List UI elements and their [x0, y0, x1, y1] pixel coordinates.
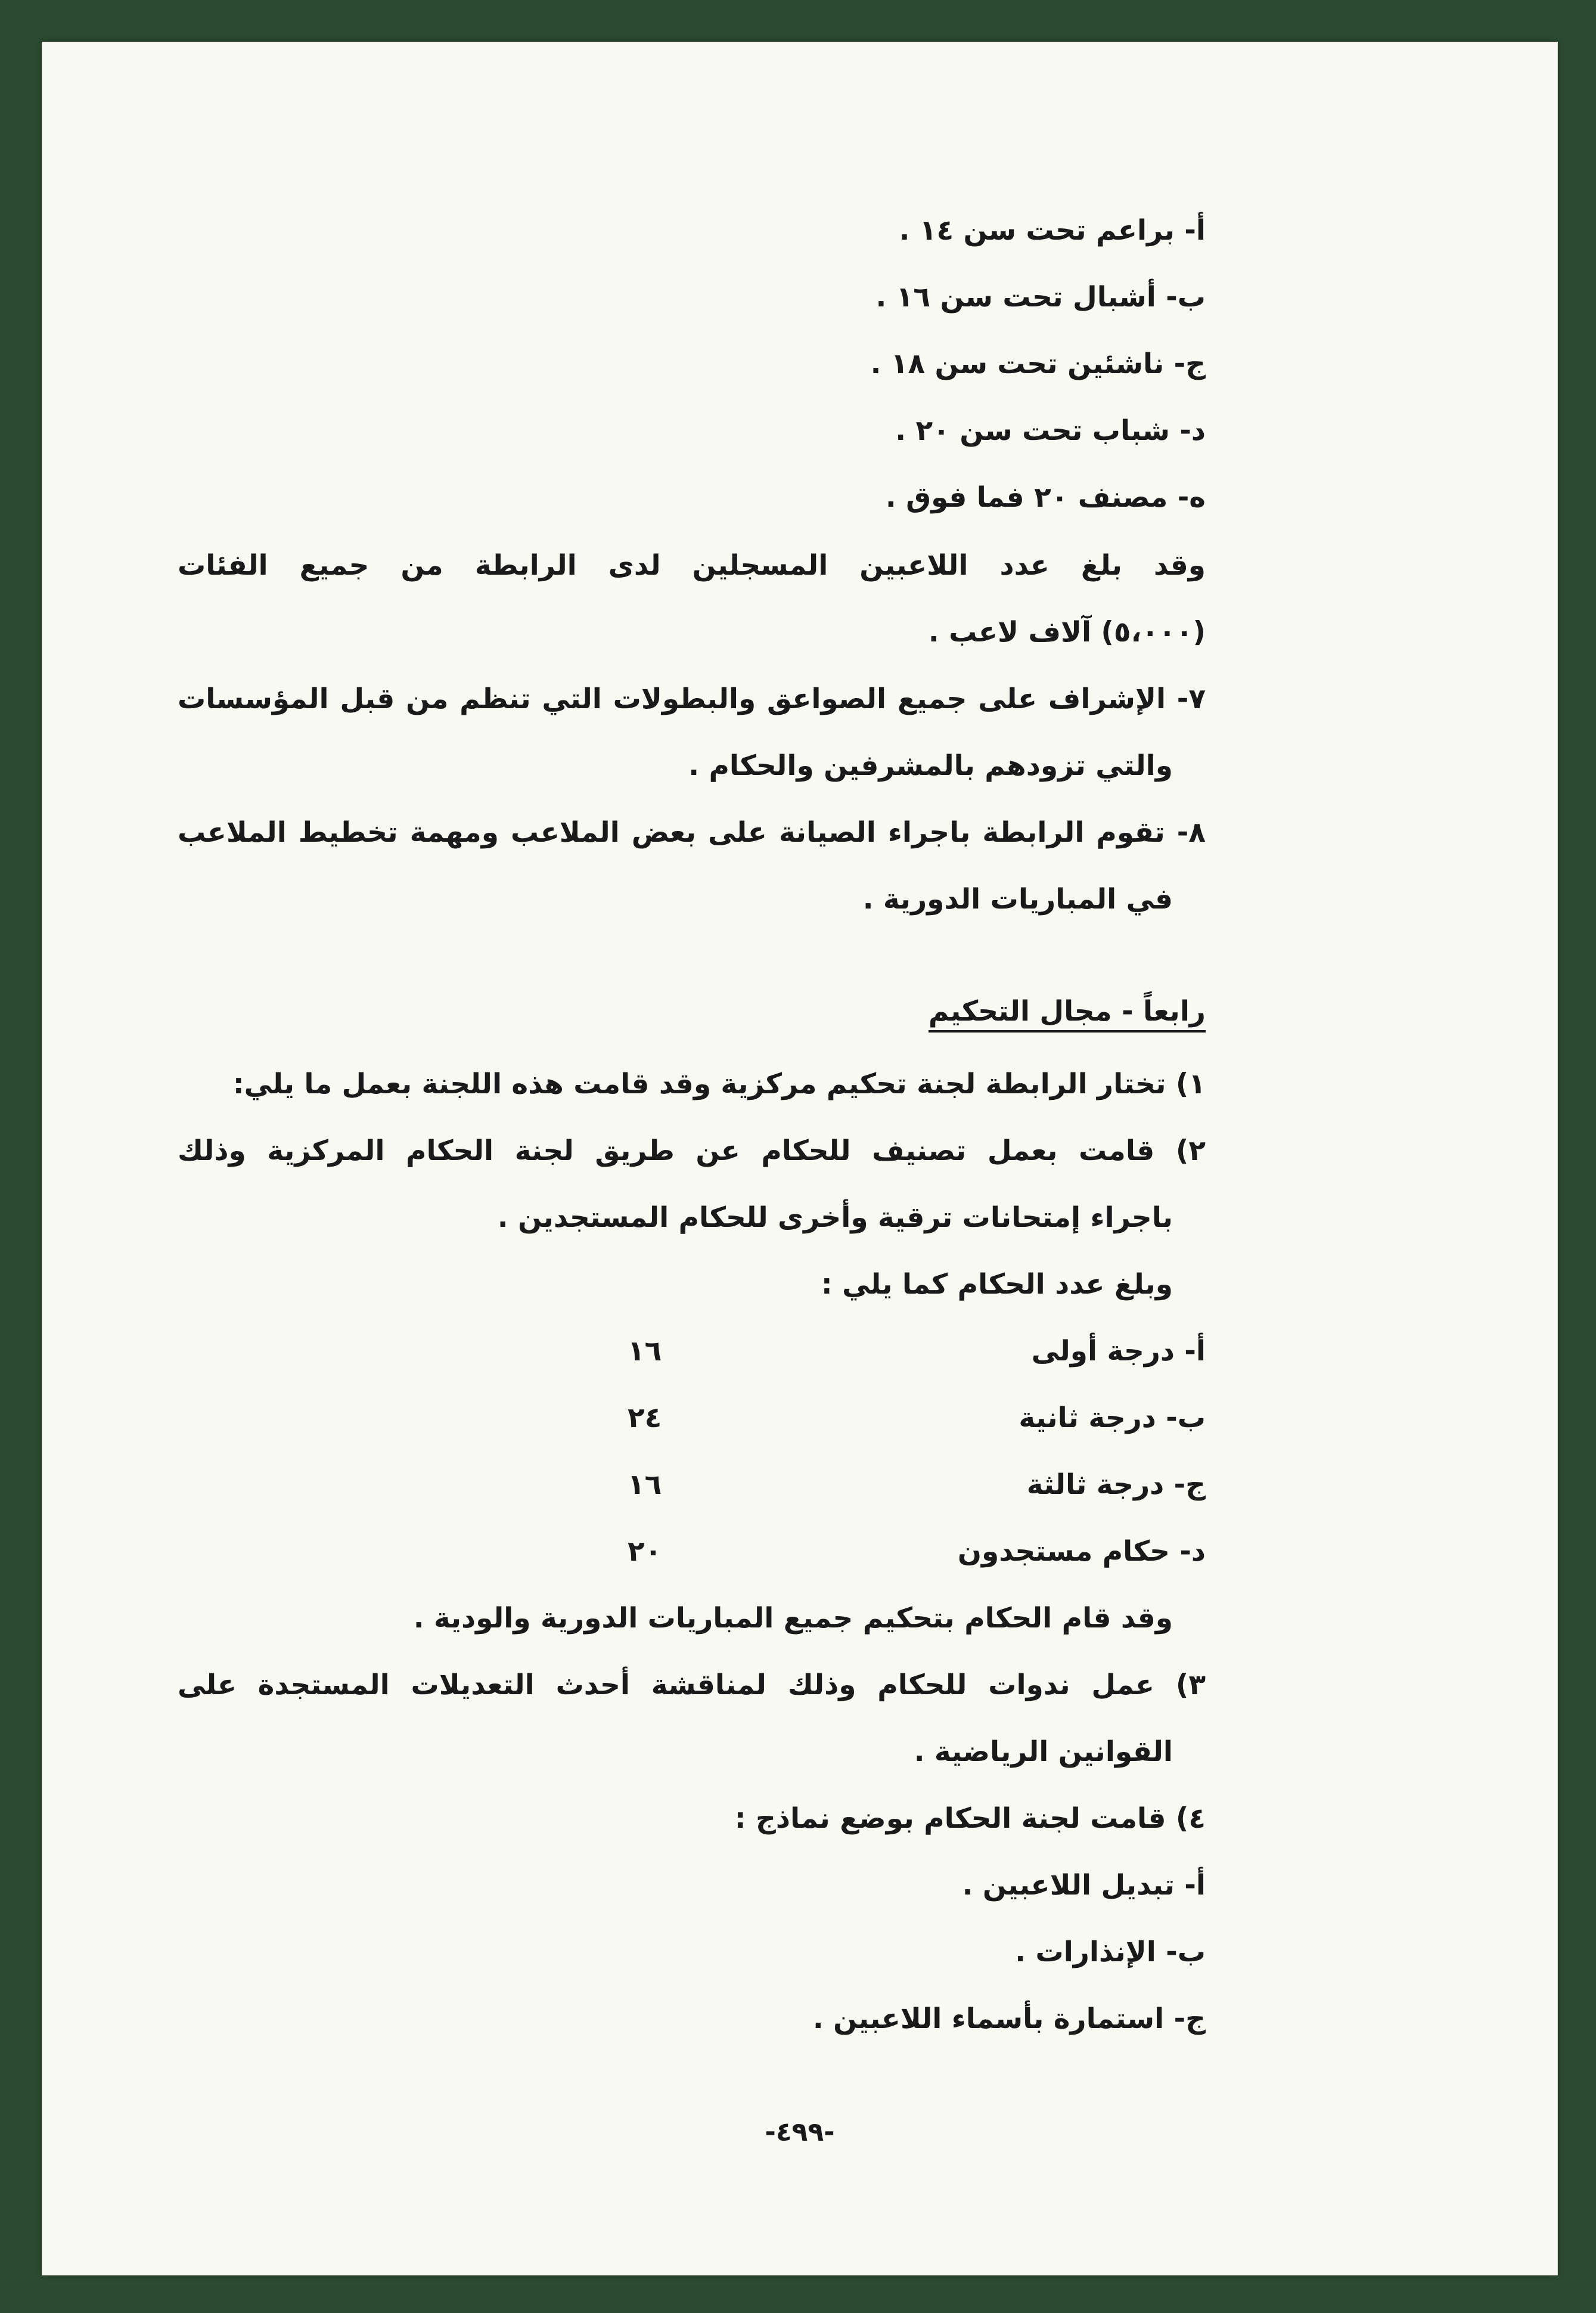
category-item: ج- ناشئين تحت سن ١٨ . [870, 348, 1206, 380]
referee-count: ١٦ [628, 1335, 662, 1368]
referee-count: ٢٤ [628, 1402, 662, 1434]
form-item: أ- تبديل اللاعبين . [962, 1869, 1206, 1902]
page-number: -٤٩٩- [765, 2117, 835, 2147]
referee-count: ٢٠ [628, 1535, 662, 1568]
referee-grade: ب- درجة ثانية [1019, 1402, 1206, 1434]
referees-intro: وبلغ عدد الحكام كما يلي : [821, 1268, 1173, 1301]
category-item: د- شباب تحت سن ٢٠ . [895, 414, 1206, 447]
item-7-line2: والتي تزودهم بالمشرفين والحكام . [688, 749, 1173, 782]
referee-count: ١٦ [628, 1468, 662, 1501]
item-7-line1: ٧- الإشراف على جميع الصواعق والبطولات التي تنظم من قبل المؤسسات [178, 683, 1206, 715]
players-total-line2: (٥،٠٠٠) آلاف لاعب . [928, 616, 1206, 649]
form-item: ج- استمارة بأسماء اللاعبين . [812, 2002, 1206, 2035]
section-heading: رابعاً - مجال التحكيم [929, 995, 1206, 1033]
referee-row [628, 1402, 1206, 1434]
category-item: ه- مصنف ٢٠ فما فوق . [885, 481, 1206, 514]
item-8-line2: في المباريات الدورية . [862, 883, 1173, 916]
category-item: ب- أشبال تحت سن ١٦ . [875, 281, 1206, 314]
paragraph-3-line2: القوانين الرياضية . [914, 1735, 1173, 1768]
paragraph-4: ٤) قامت لجنة الحكام بوضع نماذج : [734, 1802, 1206, 1835]
referee-row [628, 1468, 1206, 1501]
players-total-line1: وقد بلغ عدد اللاعبين المسجلين لدى الرابطة من جميع الفئات [178, 549, 1206, 582]
form-item: ب- الإنذارات . [1015, 1936, 1206, 1968]
item-8-line1: ٨- تقوم الرابطة باجراء الصيانة على بعض الملاعب ومهمة تخطيط الملاعب [178, 816, 1206, 849]
referees-note: وقد قام الحكام بتحكيم جميع المباريات الدورية والودية . [413, 1602, 1173, 1635]
paragraph-2-line2: باجراء إمتحانات ترقية وأخرى للحكام المستجدين . [497, 1201, 1173, 1234]
referee-row [628, 1535, 1206, 1568]
category-item: أ- براعم تحت سن ١٤ . [899, 214, 1206, 247]
referee-grade: د- حكام مستجدون [957, 1535, 1206, 1568]
referee-grade: أ- درجة أولى [1031, 1335, 1206, 1368]
paragraph-2-line1: ٢) قامت بعمل تصنيف للحكام عن طريق لجنة الحكام المركزية وذلك [178, 1134, 1206, 1167]
paragraph-1: ١) تختار الرابطة لجنة تحكيم مركزية وقد قامت هذه اللجنة بعمل ما يلي: [232, 1068, 1206, 1100]
referee-grade: ج- درجة ثالثة [1026, 1468, 1206, 1501]
document-page [42, 42, 1558, 2275]
referee-row [628, 1335, 1206, 1368]
paragraph-3-line1: ٣) عمل ندوات للحكام وذلك لمناقشة أحدث التعديلات المستجدة على [178, 1669, 1206, 1701]
